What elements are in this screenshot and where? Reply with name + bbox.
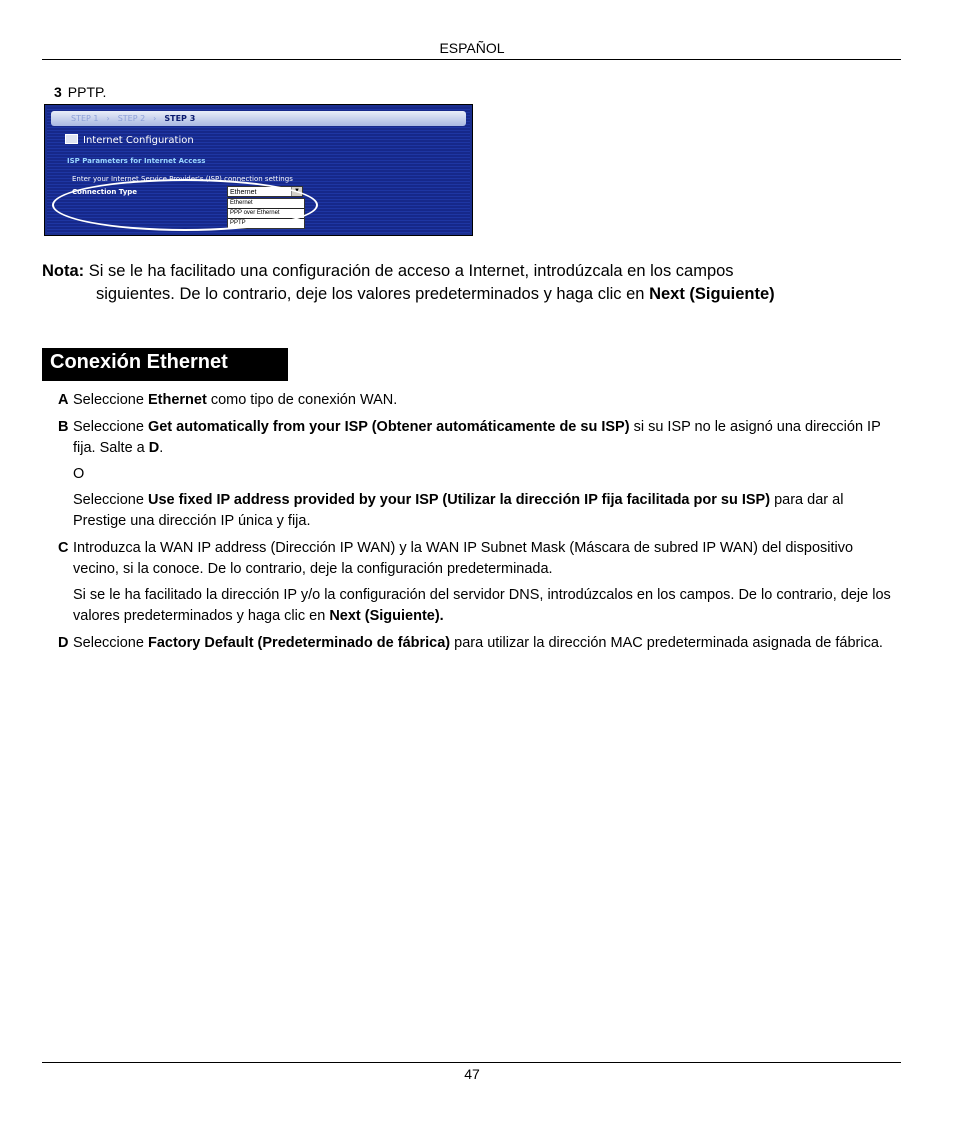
- item-b-t2: si su ISP no le asignó una dirección IP fija. Salte a: [73, 419, 881, 456]
- screenshot-section-heading: ISP Parameters for Internet Access: [67, 157, 206, 165]
- item-d-t1: Seleccione: [73, 635, 148, 651]
- section-heading-ethernet: Conexión Ethernet: [42, 348, 288, 381]
- note-bold-next: Next (Siguiente): [649, 285, 775, 303]
- connection-type-screenshot: [44, 104, 473, 236]
- page-number: 47: [464, 1066, 480, 1082]
- connection-type-value: Ethernet: [230, 189, 257, 196]
- item-b-b2: D: [148, 440, 160, 456]
- instruction-item-c: [58, 538, 900, 627]
- item-a-b1: Ethernet: [147, 392, 207, 408]
- item-b-alt-text: [73, 490, 900, 532]
- item-letter-a: A: [58, 392, 69, 408]
- step-separator-icon: ›: [106, 114, 110, 123]
- item-letter-b: B: [58, 419, 69, 435]
- item-c-text-2: [73, 585, 900, 627]
- wizard-step-1: STEP 1: [71, 114, 99, 123]
- item-d-b1: Factory Default (Predeterminado de fábrica): [147, 635, 451, 651]
- instruction-item-d: [58, 633, 900, 654]
- instruction-list: [58, 390, 900, 660]
- highlight-ellipse: [52, 179, 318, 231]
- item-b-or: O: [73, 466, 85, 482]
- note-label: Nota:: [42, 262, 85, 280]
- step-intro: [54, 84, 106, 100]
- note-continuation: [42, 283, 902, 306]
- instruction-item-b: [58, 417, 900, 532]
- option-ethernet: Ethernet: [230, 200, 253, 206]
- option-pppoe: PPP over Ethernet: [228, 208, 304, 218]
- note-paragraph: [42, 260, 902, 306]
- item-letter-c: C: [58, 540, 69, 556]
- screenshot-title: [65, 134, 194, 146]
- item-b-b1: Get automatically from your ISP (Obtener automáticamente de su ISP): [147, 419, 630, 435]
- item-b-text: [73, 417, 900, 459]
- item-a-t2: como tipo de conexión WAN.: [206, 392, 398, 408]
- item-letter-d: D: [58, 635, 69, 651]
- item-a-text: [73, 390, 900, 411]
- option-pptp: PPTP: [228, 218, 304, 228]
- item-b-alt-t1: Seleccione: [73, 492, 148, 508]
- wizard-step-3: STEP 3: [164, 114, 196, 123]
- item-d-t2: para utilizar la dirección MAC predeterminada asignada de fábrica.: [450, 635, 883, 651]
- connection-type-label: Connection Type: [72, 188, 138, 196]
- item-c-p2-b1: Next (Siguiente).: [329, 608, 444, 624]
- wizard-step-bar: [51, 111, 466, 126]
- footer-rule: [42, 1062, 901, 1063]
- note-text-line2: siguientes. De lo contrario, deje los valores predeterminados y haga clic en: [96, 285, 650, 303]
- instruction-item-a: [58, 390, 900, 411]
- note-text-line1: Si se le ha facilitado una configuración de acceso a Internet, introdúzcala en los campos: [84, 262, 734, 280]
- item-c-t1: Introduzca la WAN IP address (Dirección IP WAN) y la WAN IP Subnet Mask (Máscara de subred IP WAN) del dispositivo vecino, si la conoce. De lo contrario, deje la configuración predeterminada.: [73, 540, 854, 577]
- item-b-t3: .: [159, 440, 164, 456]
- item-b-alt-t2: para dar al Prestige una dirección IP única y fija.: [73, 492, 844, 529]
- step-separator-icon: ›: [153, 114, 157, 123]
- page-header-language: ESPAÑOL: [439, 40, 505, 56]
- step-label: PPTP.: [67, 84, 107, 100]
- folder-icon: [65, 134, 78, 144]
- item-c-text: [73, 538, 900, 580]
- wizard-step-2: STEP 2: [117, 114, 146, 123]
- step-number: 3: [54, 84, 62, 100]
- header-rule: [42, 59, 901, 60]
- item-a-t1: Seleccione: [73, 392, 148, 408]
- screenshot-title-text: Internet Configuration: [83, 135, 194, 146]
- screenshot-panel: [47, 107, 470, 233]
- screenshot-description: Enter your Internet Service Provider's (ISP) connection settings: [72, 175, 293, 183]
- item-b-t1: Seleccione: [73, 419, 148, 435]
- item-c-p2-t1: Si se le ha facilitado la dirección IP y/o la configuración del servidor DNS, introdúzcalos en los campos. De lo contrario, deje los valores predeterminados y haga clic en: [73, 587, 891, 624]
- item-d-text: [73, 633, 900, 654]
- dropdown-arrow-icon: ▼: [291, 187, 302, 196]
- item-b-alt-b1: Use fixed IP address provided by your ISP (Utilizar la dirección IP fija facilitada por su ISP): [147, 492, 771, 508]
